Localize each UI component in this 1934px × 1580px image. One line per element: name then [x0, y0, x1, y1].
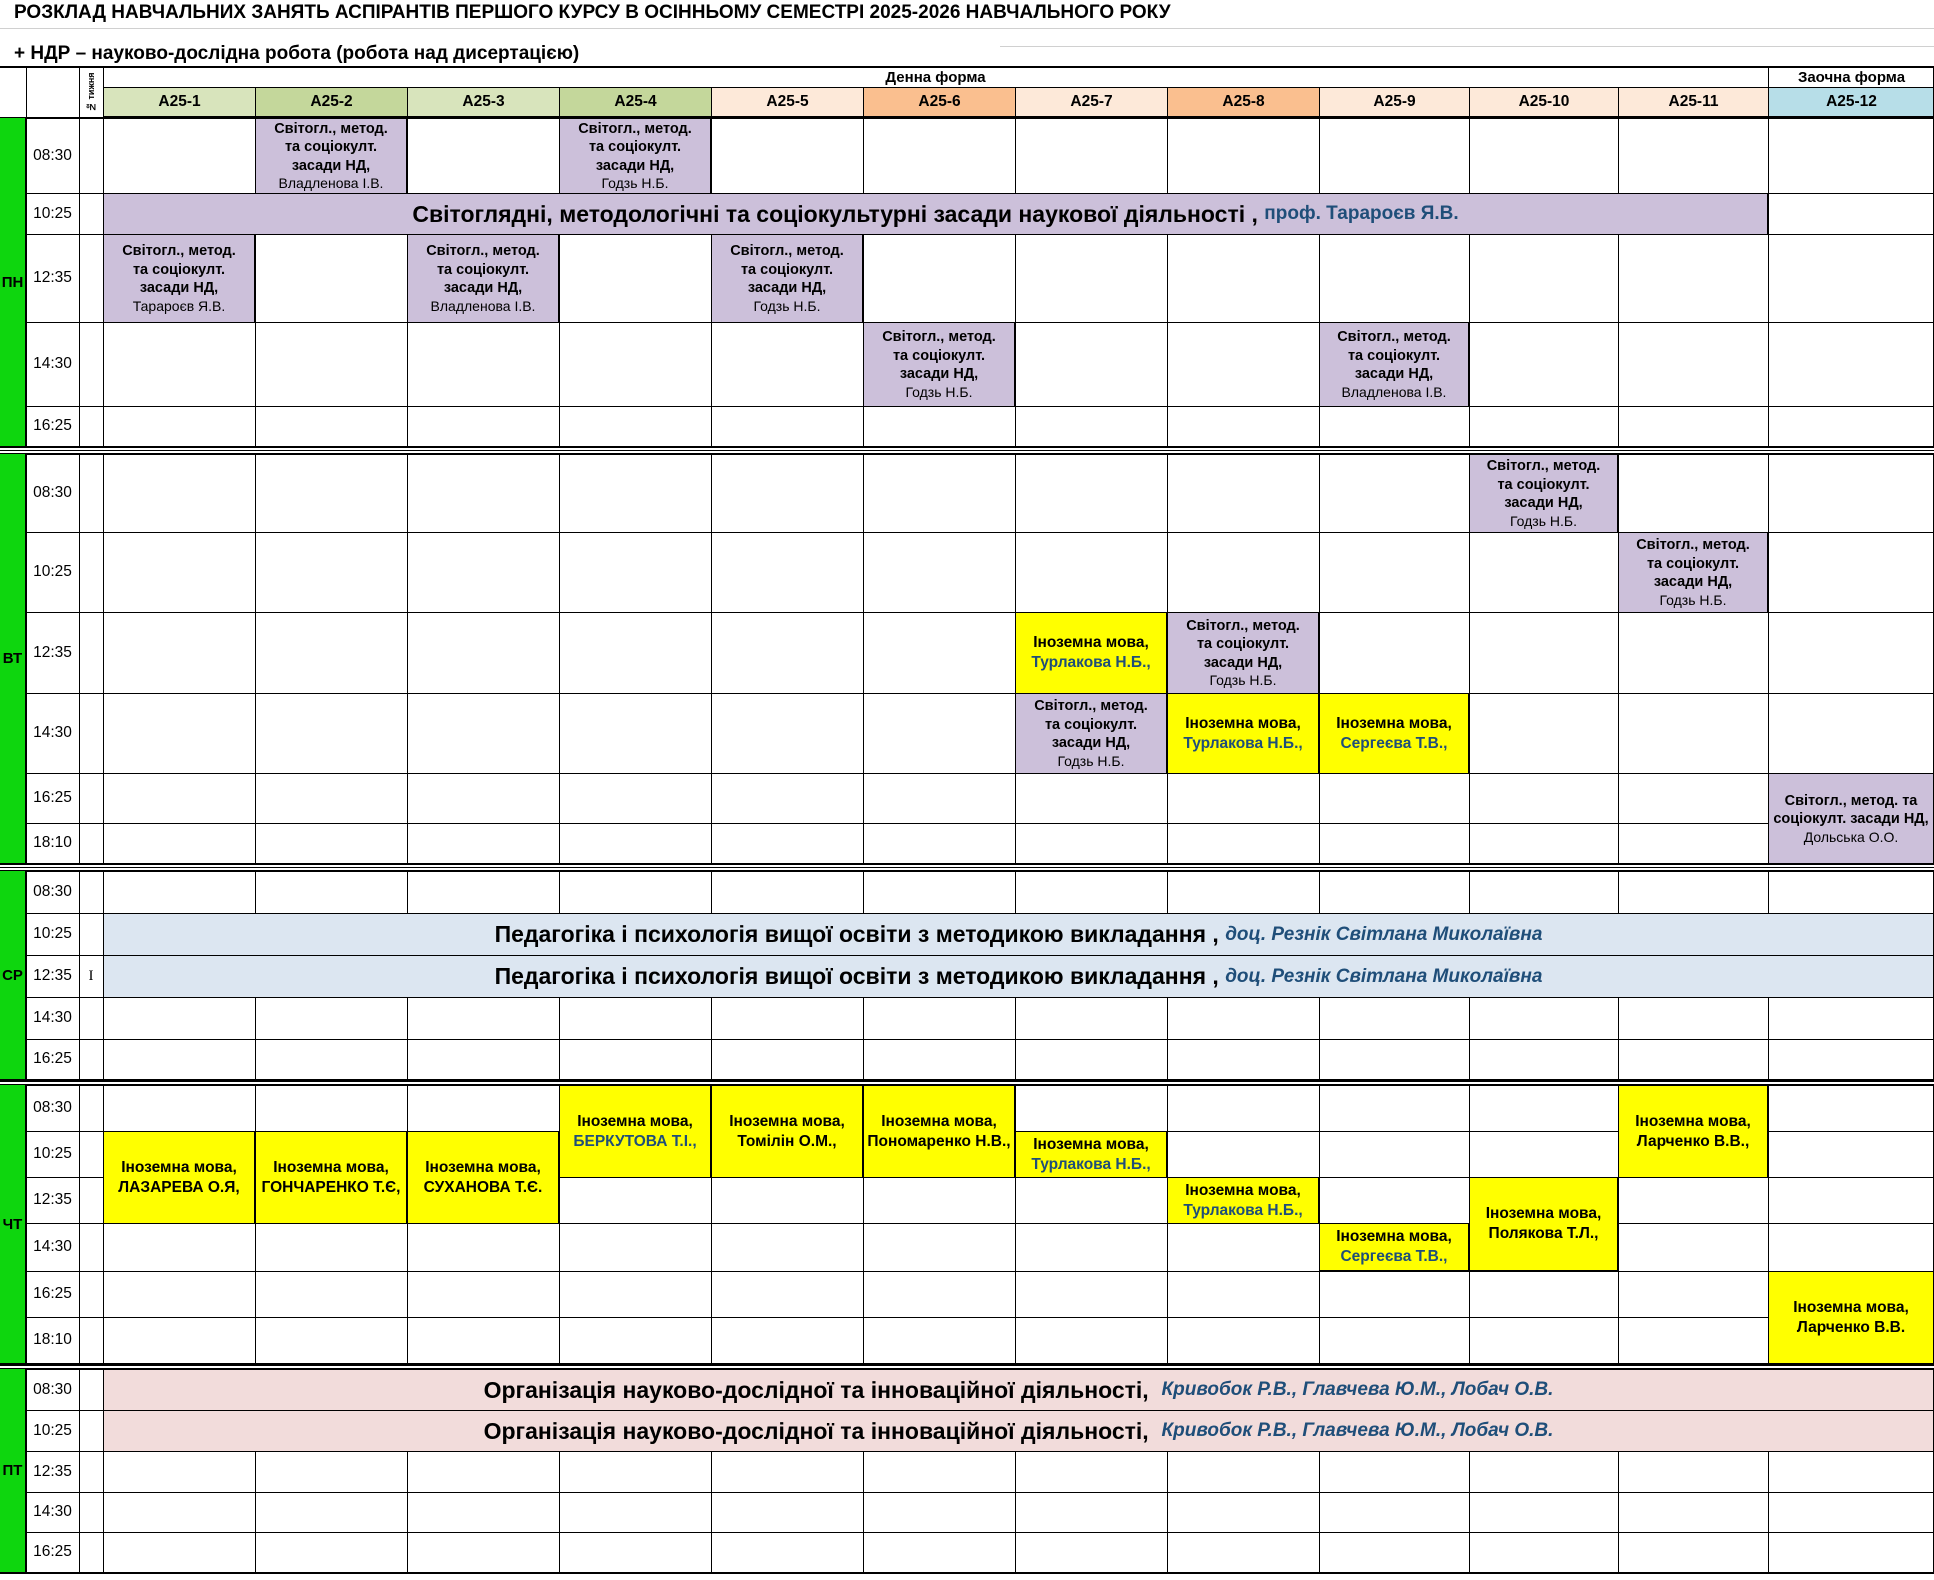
- teacher-name: Турлакова Н.Б.,: [1031, 1155, 1151, 1173]
- day-separator: [0, 1365, 1934, 1369]
- grid-line: [26, 1085, 27, 1363]
- class-cell-language[interactable]: [559, 1085, 711, 1178]
- class-cell-language[interactable]: [103, 1131, 255, 1224]
- group-header-a25-9[interactable]: A25-9: [1319, 88, 1469, 117]
- subject-text: Світогл., метод. та соціокулт. засади НД,: [1636, 537, 1750, 591]
- subject-text: Іноземна мова,: [273, 1158, 389, 1176]
- teacher-name: Кривобок Р.В., Главчева Ю.М., Лобач О.В.: [1161, 1379, 1554, 1400]
- class-cell-language[interactable]: [1015, 1131, 1167, 1178]
- column-line: [559, 454, 560, 863]
- extramural-form-header: Заочна форма: [1768, 67, 1934, 88]
- row-line: [26, 454, 1934, 455]
- subject-text: Світогл., метод. та соціокулт. засади НД,: [1486, 458, 1601, 512]
- column-line: [1015, 1085, 1016, 1363]
- subject-text: Світогл., метод. та соціокулт. засади НД,: [1773, 792, 1929, 827]
- grid-line: [79, 1085, 80, 1363]
- subject-text: Іноземна мова,: [881, 1112, 997, 1130]
- grid-line: [26, 67, 27, 117]
- grid-line: [26, 118, 27, 446]
- teacher-name: Годзь Н.Б.: [1659, 591, 1727, 608]
- grid-line: [26, 454, 27, 863]
- lecture-row-fri[interactable]: [103, 1410, 1934, 1452]
- time-slot: 10:25: [33, 925, 72, 942]
- time-slot: 10:25: [33, 1145, 72, 1162]
- class-cell-svit[interactable]: [1015, 693, 1167, 774]
- teacher-name: Годзь Н.Б.: [1209, 672, 1277, 689]
- class-cell-language[interactable]: [1167, 1177, 1319, 1224]
- subject-text: Іноземна мова,: [577, 1112, 693, 1130]
- teacher-name: БЕРКУТОВА Т.І.,: [573, 1132, 697, 1150]
- time-slot: 18:10: [33, 834, 72, 851]
- class-cell-svit[interactable]: [255, 118, 407, 194]
- class-cell-language[interactable]: [1167, 693, 1319, 774]
- row-line: [26, 693, 1934, 694]
- class-cell-language[interactable]: [1319, 693, 1469, 774]
- teacher-name: СУХАНОВА Т.Є.: [423, 1178, 543, 1196]
- time-slot: 14:30: [33, 1238, 72, 1255]
- sheet-gridline: [1000, 46, 1934, 47]
- grid-line: [79, 118, 80, 446]
- teacher-name: Владленова І.В.: [278, 175, 384, 192]
- class-cell-svit[interactable]: [1469, 454, 1618, 533]
- group-header-a25-8[interactable]: A25-8: [1167, 88, 1319, 117]
- teacher-name: Владленова І.В.: [430, 297, 536, 314]
- lecture-row-wed[interactable]: [103, 955, 1934, 998]
- time-slot: 12:35: [33, 967, 72, 984]
- time-slot: 12:35: [33, 269, 72, 286]
- column-line: [1618, 454, 1619, 863]
- row-line: [26, 1271, 1934, 1272]
- column-line: [1015, 118, 1016, 446]
- subject-text: Іноземна мова,: [1485, 1205, 1602, 1222]
- time-slot: 08:30: [33, 883, 72, 900]
- subject-text: Іноземна мова,: [1635, 1112, 1751, 1130]
- time-slot: 10:25: [33, 563, 72, 580]
- grid-line: [79, 67, 80, 117]
- lecture-row-fri[interactable]: [103, 1369, 1934, 1411]
- day-form-header: Денна форма: [103, 67, 1768, 88]
- grid-line: [79, 454, 80, 863]
- column-line: [255, 1085, 256, 1363]
- time-slot: 16:25: [33, 789, 72, 806]
- class-cell-language[interactable]: [1469, 1177, 1618, 1271]
- row-line: [26, 1039, 1934, 1040]
- class-cell-language[interactable]: [1319, 1223, 1469, 1271]
- column-line: [1167, 1085, 1168, 1363]
- teacher-name: доц. Резнік Світлана Миколаївна: [1225, 923, 1543, 945]
- time-slot: 16:25: [33, 1050, 72, 1067]
- teacher-name: Дольська О.О.: [1803, 828, 1899, 845]
- teacher-name: ГОНЧАРЕНКО Т.Є,: [261, 1178, 401, 1196]
- teacher-name: Сергеєва Т.В.,: [1340, 1248, 1448, 1265]
- teacher-name: Владленова І.В.: [1341, 383, 1447, 400]
- day-separator: [0, 1081, 1934, 1085]
- time-slot: 18:10: [33, 1331, 72, 1348]
- teacher-name: Годзь Н.Б.: [601, 175, 669, 192]
- time-slot: 14:30: [33, 1009, 72, 1026]
- group-header-a25-2[interactable]: A25-2: [255, 88, 407, 117]
- class-cell-language[interactable]: [407, 1131, 559, 1224]
- teacher-name: Годзь Н.Б.: [905, 383, 973, 400]
- day-label-tue: ВТ: [0, 454, 26, 863]
- day-separator: [0, 450, 1934, 454]
- teacher-name: ЛАЗАРЕВА О.Я,: [118, 1178, 240, 1196]
- row-line: [26, 773, 1934, 774]
- time-slot: 12:35: [33, 643, 72, 661]
- row-line: [26, 1317, 1934, 1318]
- day-bottom-border: [0, 1572, 1934, 1574]
- group-header-a25-6[interactable]: A25-6: [863, 88, 1015, 117]
- subject-text: Іноземна мова,: [1033, 634, 1149, 651]
- class-cell-language[interactable]: [1768, 1271, 1934, 1364]
- grid-line: [26, 871, 27, 1079]
- subject-text: Організація науково-дослідної та інноваційної діяльності,: [483, 1417, 1162, 1444]
- group-header-a25-12[interactable]: A25-12: [1768, 88, 1934, 117]
- subject-text: Іноземна мова,: [1336, 714, 1452, 732]
- teacher-name: Турлакова Н.Б.,: [1183, 734, 1303, 752]
- lecture-row-wed[interactable]: [103, 913, 1934, 956]
- subject-text: Світогл., метод. та соціокулт. засади НД,: [122, 243, 236, 297]
- time-slot: 16:25: [33, 1543, 72, 1560]
- time-slot: 14:30: [33, 355, 72, 372]
- time-slot: 12:35: [33, 1462, 72, 1480]
- day-label-fri: ПТ: [0, 1369, 26, 1572]
- subject-text: Світогл., метод. та соціокулт. засади НД,: [882, 329, 996, 383]
- legend-note: + НДР – науково-дослідна робота (робота над дисертацією): [14, 43, 580, 64]
- grid-line: [26, 1369, 27, 1572]
- subject-text: Світогл., метод. та соціокулт. засади НД,: [1186, 617, 1300, 671]
- subject-text: Іноземна мова,: [729, 1112, 845, 1130]
- subject-text: Педагогіка і психологія вищої освіти з методикою викладання ,: [494, 921, 1226, 947]
- teacher-name: Томілін О.М.,: [737, 1132, 837, 1150]
- row-line: [26, 823, 1934, 824]
- class-cell-svit[interactable]: [863, 322, 1015, 407]
- day-bottom-border: [0, 446, 1934, 448]
- subject-text: Педагогіка і психологія вищої освіти з методикою викладання ,: [494, 963, 1226, 989]
- time-slot: 08:30: [33, 484, 72, 501]
- column-line: [407, 1085, 408, 1363]
- time-slot: 14:30: [33, 724, 72, 741]
- class-cell-svit[interactable]: [407, 234, 559, 323]
- grid-line: [103, 1085, 104, 1363]
- time-slot: 14:30: [33, 1503, 72, 1520]
- time-slot: 10:25: [33, 204, 72, 222]
- subject-text: Іноземна мова,: [121, 1158, 237, 1176]
- grid-line: [103, 454, 104, 863]
- day-label-wed: СР: [0, 871, 26, 1079]
- lecture-row-mon[interactable]: [103, 193, 1768, 235]
- grid-line: [79, 1369, 80, 1572]
- class-cell-svit[interactable]: [559, 118, 711, 194]
- teacher-name: Ларченко В.В.,: [1636, 1132, 1750, 1150]
- subject-text: Світогл., метод. та соціокулт. засади НД,: [274, 120, 388, 174]
- teacher-name: доц. Резнік Світлана Миколаївна: [1225, 965, 1543, 987]
- teacher-name: Тарароєв Я.В.: [132, 297, 226, 314]
- time-slot: 08:30: [33, 1099, 72, 1116]
- class-cell-language[interactable]: [1618, 1085, 1768, 1178]
- group-header-a25-5[interactable]: A25-5: [711, 88, 863, 117]
- class-cell-svit[interactable]: [1618, 532, 1768, 613]
- column-line: [1618, 118, 1619, 446]
- subject-text: Іноземна мова,: [425, 1158, 541, 1176]
- class-cell-language[interactable]: [711, 1085, 863, 1178]
- subject-text: Іноземна мова,: [1185, 1181, 1301, 1199]
- class-cell-svit[interactable]: [1768, 773, 1934, 864]
- teacher-name: Годзь Н.Б.: [753, 297, 821, 314]
- grid-line: [103, 67, 104, 117]
- teacher-name: Годзь Н.Б.: [1510, 512, 1577, 529]
- group-header-a25-1[interactable]: A25-1: [103, 88, 255, 117]
- column-line: [863, 454, 864, 863]
- time-slot: 16:25: [33, 1285, 72, 1302]
- class-cell-language[interactable]: [255, 1131, 407, 1224]
- column-line: [255, 454, 256, 863]
- subject-text: Світогл., метод. та соціокулт. засади НД,: [1034, 698, 1148, 752]
- teacher-name: проф. Тарароєв Я.В.: [1264, 203, 1459, 224]
- time-slot: 12:35: [33, 1191, 72, 1208]
- day-bottom-border: [0, 863, 1934, 865]
- subject-text: Світогл., метод. та соціокулт. засади НД,: [1337, 329, 1451, 383]
- teacher-name: Сергеєва Т.В.,: [1340, 734, 1448, 752]
- teacher-name: Полякова Т.Л.,: [1488, 1225, 1599, 1242]
- group-header-a25-11[interactable]: A25-11: [1618, 88, 1768, 117]
- subject-text: Іноземна мова,: [1793, 1298, 1909, 1316]
- subject-text: Іноземна мова,: [1336, 1228, 1452, 1245]
- time-slot: 08:30: [33, 1380, 72, 1398]
- group-header-a25-7[interactable]: A25-7: [1015, 88, 1167, 117]
- subject-text: Іноземна мова,: [1033, 1135, 1149, 1153]
- column-line: [407, 454, 408, 863]
- column-line: [1469, 118, 1470, 446]
- class-cell-language[interactable]: [1015, 612, 1167, 694]
- column-line: [1167, 118, 1168, 446]
- subject-text: Світогл., метод. та соціокулт. засади НД,: [578, 120, 692, 174]
- column-line: [1319, 454, 1320, 863]
- row-line: [26, 871, 1934, 872]
- class-cell-svit[interactable]: [103, 234, 255, 323]
- teacher-name: Пономаренко Н.В.,: [867, 1132, 1011, 1150]
- time-slot: 16:25: [33, 417, 72, 434]
- teacher-name: Ларченко В.В.: [1796, 1318, 1906, 1336]
- teacher-name: Кривобок Р.В., Главчева Ю.М., Лобач О.В.: [1161, 1420, 1554, 1441]
- page-title: РОЗКЛАД НАВЧАЛЬНИХ ЗАНЯТЬ АСПІРАНТІВ ПЕРШОГО КУРСУ В ОСІННЬОМУ СЕМЕСТРІ 2025-2026 НАВЧАЛЬНОГО РОКУ: [14, 2, 1171, 23]
- class-cell-svit[interactable]: [711, 234, 863, 323]
- week-mark: І: [88, 967, 94, 984]
- class-cell-language[interactable]: [863, 1085, 1015, 1178]
- subject-text: Світоглядні, методологічні та соціокультурні засади наукової діяльності ,: [412, 200, 1265, 227]
- teacher-name: Турлакова Н.Б.,: [1031, 654, 1151, 671]
- day-label-mon: ПН: [0, 118, 26, 446]
- subject-text: Іноземна мова,: [1185, 714, 1301, 732]
- subject-text: Світогл., метод. та соціокулт. засади НД,: [730, 243, 844, 297]
- row-line: [26, 1492, 1934, 1493]
- column-line: [1768, 118, 1769, 446]
- column-line: [711, 454, 712, 863]
- class-cell-svit[interactable]: [1167, 612, 1319, 694]
- row-line: [26, 1532, 1934, 1533]
- sheet-gridline: [0, 28, 1934, 29]
- day-label-thu: ЧТ: [0, 1085, 26, 1363]
- group-header-a25-3[interactable]: A25-3: [407, 88, 559, 117]
- group-header-a25-4[interactable]: A25-4: [559, 88, 711, 117]
- week-number-header: № тижня: [86, 72, 96, 112]
- teacher-name: Турлакова Н.Б.,: [1183, 1201, 1303, 1219]
- time-slot: 08:30: [33, 146, 72, 164]
- class-cell-svit[interactable]: [1319, 322, 1469, 407]
- subject-text: Світогл., метод. та соціокулт. засади НД,: [426, 243, 540, 297]
- subject-text: Організація науково-дослідної та інноваційної діяльності,: [483, 1376, 1162, 1403]
- time-slot: 10:25: [33, 1421, 72, 1439]
- day-separator: [0, 867, 1934, 871]
- group-header-a25-10[interactable]: A25-10: [1469, 88, 1618, 117]
- teacher-name: Годзь Н.Б.: [1057, 752, 1125, 769]
